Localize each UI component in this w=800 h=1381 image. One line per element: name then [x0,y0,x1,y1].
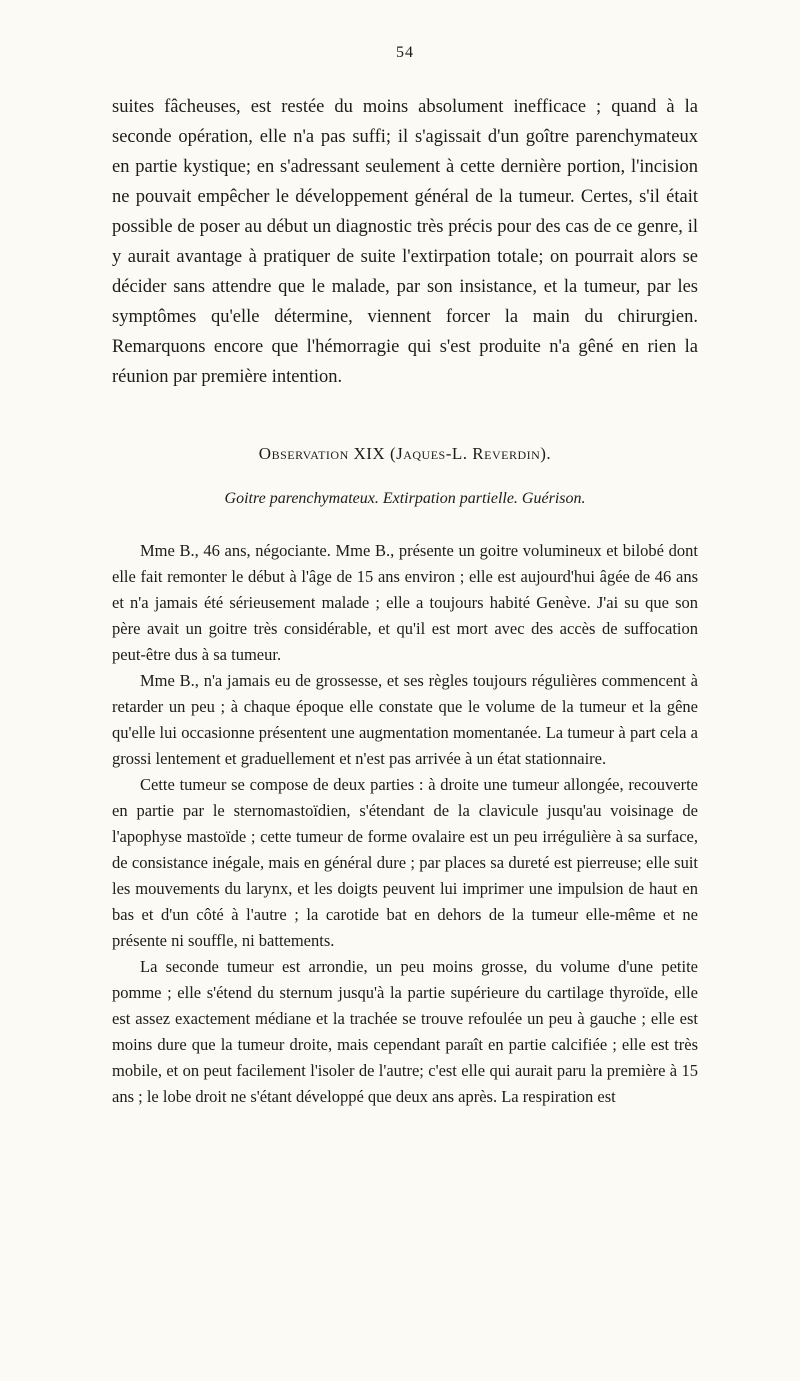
observation-paragraph: Mme B., n'a jamais eu de grossesse, et ses règles toujours régulières commencent à retarder un peu ; à chaque époque elle constate que le volume de la tumeur et la gêne qu'elle lui occasionne présentent une augmentation momentanée. La tumeur à part cela a grossi lentement et graduellement et n'est pas arrivée à un état stationnaire. [112,671,698,768]
observation-heading: Observation XIX (Jaques-L. Reverdin). [258,444,552,463]
observation-paragraph: Cette tumeur se compose de deux parties : à droite une tumeur allongée, recouverte en partie par le sternomastoïdien, s'étendant de la clavicule jusqu'au voisinage de l'apophyse mastoïde ; cette tumeur de forme ovalaire est un peu irrégulière à sa surface, de consistance inégale, mais en général dure ; par places sa dureté est pierreuse; elle suit les mouvements du larynx, et les doigts peuvent lui imprimer une impulsion de haut en bas et d'un côté à l'autre ; la carotide bat en dehors de la tumeur elle-même et ne présente ni souffle, ni battements. [112,775,698,950]
observation-paragraph: La seconde tumeur est arrondie, un peu moins grosse, du volume d'une petite pomme ; elle s'étend du sternum jusqu'à la partie supérieure du cartilage thyroïde, elle est assez exactement médiane et la trachée se trouve refoulée un peu à gauche ; elle est moins dure que la tumeur droite, mais cependant paraît en partie calcifiée ; elle est très mobile, et on peut facilement l'isoler de l'autre; c'est elle qui aurait paru la première à 15 ans ; le lobe droit ne s'étant développé que deux ans après. La respiration est [112,957,698,1106]
observation-subtitle: Goitre parenchymateux. Extirpation partielle. Guérison. [224,490,586,507]
observation-body [112,538,698,1110]
body-paragraph-continuation: suites fâcheuses, est restée du moins absolument inefficace ; quand à la seconde opération, elle n'a pas suffi; il s'agissait d'un goître parenchymateux en partie kystique; en s'adressant seulement à cette dernière portion, l'incision ne pouvait empêcher le développement général de la tumeur. Certes, s'il était possible de poser au début un diagnostic très précis pour des cas de ce genre, il y aurait avantage à pratiquer de suite l'extirpation totale; on pourrait alors se décider sans attendre que le malade, par son insistance, et la tumeur, par les symptômes qu'elle détermine, viennent forcer la main du chirurgien. Remarquons encore que l'hémorragie qui s'est produite n'a gêné en rien la réunion par première intention. [112,97,698,387]
page-number: 54 [396,44,414,61]
observation-paragraph: Mme B., 46 ans, négociante. Mme B., présente un goitre volumineux et bilobé dont elle fait remonter le début à l'âge de 15 ans environ ; elle est aujourd'hui âgée de 46 ans et n'a jamais été sérieusement malade ; elle a toujours habité Genève. J'ai su que son père avait un goitre très considérable, et qu'il est mort avec des accès de suffocation peut-être dus à sa tumeur. [112,541,698,664]
